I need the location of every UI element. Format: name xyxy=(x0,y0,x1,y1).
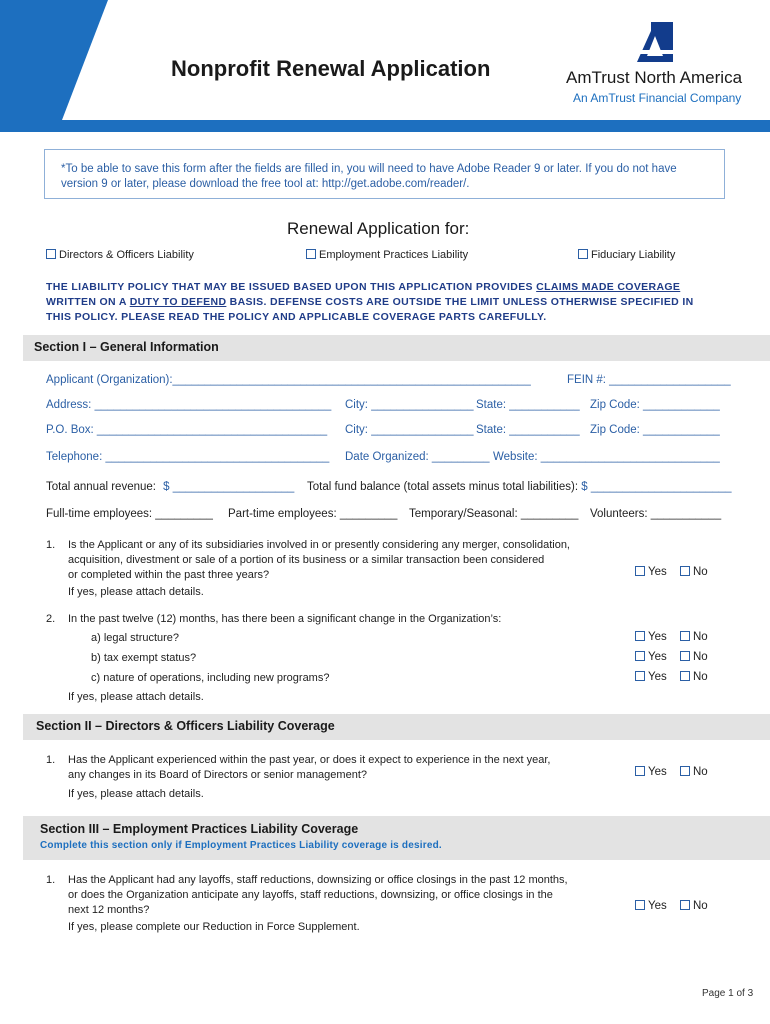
zip-field[interactable]: Zip Code: ____________ xyxy=(590,399,720,411)
q2b-yes-option[interactable] xyxy=(635,651,667,663)
telephone-field[interactable]: Telephone: ___________________________________ xyxy=(46,451,330,463)
fund-label: Total fund balance (total assets minus total liabilities): xyxy=(307,481,579,493)
q1-line: or completed within the past three years? xyxy=(68,569,270,581)
website-field[interactable]: Website: ____________________________ xyxy=(493,451,720,463)
yes-label: Yes xyxy=(648,766,667,778)
no-checkbox[interactable] xyxy=(680,566,690,576)
date-organized-field[interactable]: Date Organized: _________ xyxy=(345,451,490,463)
q1-line: acquisition, divestment or sale of a portion of its business or a similar transaction been considered xyxy=(68,554,545,566)
option-epl-liability[interactable] xyxy=(306,249,468,261)
q1-line: Is the Applicant or any of its subsidiaries involved in or presently considering any merger, consolidation, xyxy=(68,539,570,551)
notice-text: *To be able to save this form after the fields are filled in, you will need to have Adobe Reader 9 or later. If you do not have version 9 or later, please download the free tool at: http://get.adobe.com/reader/. xyxy=(61,163,677,190)
s2-q1-text xyxy=(68,753,628,783)
claims-made-text: CLAIMS MADE COVERAGE xyxy=(536,281,681,293)
s2-q1-no-option[interactable] xyxy=(680,766,708,778)
q1-no-option[interactable] xyxy=(680,566,708,578)
no-label: No xyxy=(693,651,708,663)
q1-note: If yes, please attach details. xyxy=(68,586,204,598)
s3-q1-line: next 12 months? xyxy=(68,904,150,916)
yes-checkbox[interactable] xyxy=(635,671,645,681)
option-label: Directors & Officers Liability xyxy=(59,249,194,261)
q1-number: 1. xyxy=(46,539,56,551)
yes-checkbox[interactable] xyxy=(635,651,645,661)
duty-to-defend-text: DUTY TO DEFEND xyxy=(129,296,227,308)
no-label: No xyxy=(693,900,708,912)
state-field[interactable]: State: ___________ xyxy=(476,399,580,411)
no-checkbox[interactable] xyxy=(680,671,690,681)
address-field[interactable]: Address: _____________________________________ xyxy=(46,399,332,411)
liability-disclaimer xyxy=(46,280,726,325)
yes-checkbox[interactable] xyxy=(635,900,645,910)
q2b-text: b) tax exempt status? xyxy=(91,652,197,664)
s3-q1-number: 1. xyxy=(46,874,56,886)
s3-q1-line: or does the Organization anticipate any layoffs, staff reductions, downsizing, or office closings in the xyxy=(68,889,553,901)
state-field-2[interactable]: State: ___________ xyxy=(476,424,580,436)
amtrust-logo-icon xyxy=(637,22,673,62)
disclaimer-text: WRITTEN ON A xyxy=(46,296,130,308)
no-checkbox[interactable] xyxy=(680,631,690,641)
no-label: No xyxy=(693,566,708,578)
temporary-field[interactable]: Temporary/Seasonal: _________ xyxy=(409,508,579,520)
no-checkbox[interactable] xyxy=(680,651,690,661)
disclaimer-text: BASIS. DEFENSE COSTS ARE OUTSIDE THE LIMIT UNLESS OTHERWISE SPECIFIED IN xyxy=(226,296,694,308)
yes-label: Yes xyxy=(648,900,667,912)
s2-q1-yes-option[interactable] xyxy=(635,766,667,778)
option-do-liability[interactable] xyxy=(46,249,194,261)
revenue-label: Total annual revenue: xyxy=(46,481,156,493)
s2-q1-note: If yes, please attach details. xyxy=(68,788,204,800)
volunteers-field[interactable]: Volunteers: ___________ xyxy=(590,508,722,520)
q2b-no-option[interactable] xyxy=(680,651,708,663)
option-label: Employment Practices Liability xyxy=(319,249,469,261)
s3-q1-text xyxy=(68,873,628,918)
q1-text xyxy=(68,538,628,583)
q2c-no-option[interactable] xyxy=(680,671,708,683)
revenue-field[interactable]: $ ___________________ xyxy=(163,481,295,493)
fund-row xyxy=(307,481,732,493)
brand-subtitle: An AmTrust Financial Company xyxy=(573,91,742,105)
yes-label: Yes xyxy=(648,631,667,643)
no-label: No xyxy=(693,766,708,778)
s2-q1-line: Has the Applicant experienced within the past year, or does it expect to experience in the next year, xyxy=(68,754,551,766)
section-1-title: Section I – General Information xyxy=(34,340,219,354)
fund-field[interactable]: $ ______________________ xyxy=(581,481,732,493)
disclaimer-text: THIS POLICY. PLEASE READ THE POLICY AND APPLICABLE COVERAGE PARTS CAREFULLY. xyxy=(46,311,547,323)
s2-q1-line: any changes in its Board of Directors or senior management? xyxy=(68,769,367,781)
revenue-row xyxy=(46,481,294,493)
brand-name: AmTrust North America xyxy=(566,68,743,87)
yes-checkbox[interactable] xyxy=(635,631,645,641)
q2a-yes-option[interactable] xyxy=(635,631,667,643)
yes-label: Yes xyxy=(648,651,667,663)
q2c-yes-option[interactable] xyxy=(635,671,667,683)
city-field-2[interactable]: City: ________________ xyxy=(345,424,474,436)
option-label: Fiduciary Liability xyxy=(591,249,676,261)
city-field[interactable]: City: ________________ xyxy=(345,399,474,411)
s3-q1-no-option[interactable] xyxy=(680,900,708,912)
q2a-text: a) legal structure? xyxy=(91,632,180,644)
yes-label: Yes xyxy=(648,671,667,683)
epl-checkbox[interactable] xyxy=(306,249,316,259)
parttime-field[interactable]: Part-time employees: _________ xyxy=(228,508,398,520)
option-fiduciary-liability[interactable] xyxy=(578,249,675,261)
s3-q1-line: Has the Applicant had any layoffs, staff reductions, downsizing or office closings in the past 12 months, xyxy=(68,874,568,886)
section-3-subtitle: Complete this section only if Employment Practices Liability coverage is desired. xyxy=(40,840,442,851)
yes-checkbox[interactable] xyxy=(635,766,645,776)
fiduciary-checkbox[interactable] xyxy=(578,249,588,259)
q2-text: In the past twelve (12) months, has there been a significant change in the Organization’s: xyxy=(68,613,502,625)
q1-yes-option[interactable] xyxy=(635,566,667,578)
s2-q1-number: 1. xyxy=(46,754,56,766)
section-3-title: Section III – Employment Practices Liability Coverage xyxy=(40,822,359,836)
no-label: No xyxy=(693,671,708,683)
renewal-heading: Renewal Application for: xyxy=(287,219,470,238)
yes-label: Yes xyxy=(648,566,667,578)
q2-number: 2. xyxy=(46,613,56,625)
applicant-field[interactable]: Applicant (Organization):________________________________________________________ xyxy=(46,374,531,386)
s3-q1-note: If yes, please complete our Reduction in Force Supplement. xyxy=(68,921,360,933)
no-checkbox[interactable] xyxy=(680,766,690,776)
page-title: Nonprofit Renewal Application xyxy=(171,56,491,81)
q2c-text: c) nature of operations, including new programs? xyxy=(91,672,330,684)
s3-q1-yes-option[interactable] xyxy=(635,900,667,912)
page-number: Page 1 of 3 xyxy=(702,988,754,999)
disclaimer-text: THE LIABILITY POLICY THAT MAY BE ISSUED BASED UPON THIS APPLICATION PROVIDES xyxy=(46,281,537,293)
fulltime-field[interactable]: Full-time employees: _________ xyxy=(46,508,213,520)
yes-checkbox[interactable] xyxy=(635,566,645,576)
q2-note: If yes, please attach details. xyxy=(68,691,204,703)
q2a-no-option[interactable] xyxy=(680,631,708,643)
section-2-title: Section II – Directors & Officers Liability Coverage xyxy=(36,719,335,733)
zip-field-2[interactable]: Zip Code: ____________ xyxy=(590,424,720,436)
adobe-notice xyxy=(44,149,725,199)
pobox-field[interactable]: P.O. Box: ____________________________________ xyxy=(46,424,328,436)
fein-field[interactable]: FEIN #: ___________________ xyxy=(567,374,731,386)
do-checkbox[interactable] xyxy=(46,249,56,259)
no-label: No xyxy=(693,631,708,643)
no-checkbox[interactable] xyxy=(680,900,690,910)
